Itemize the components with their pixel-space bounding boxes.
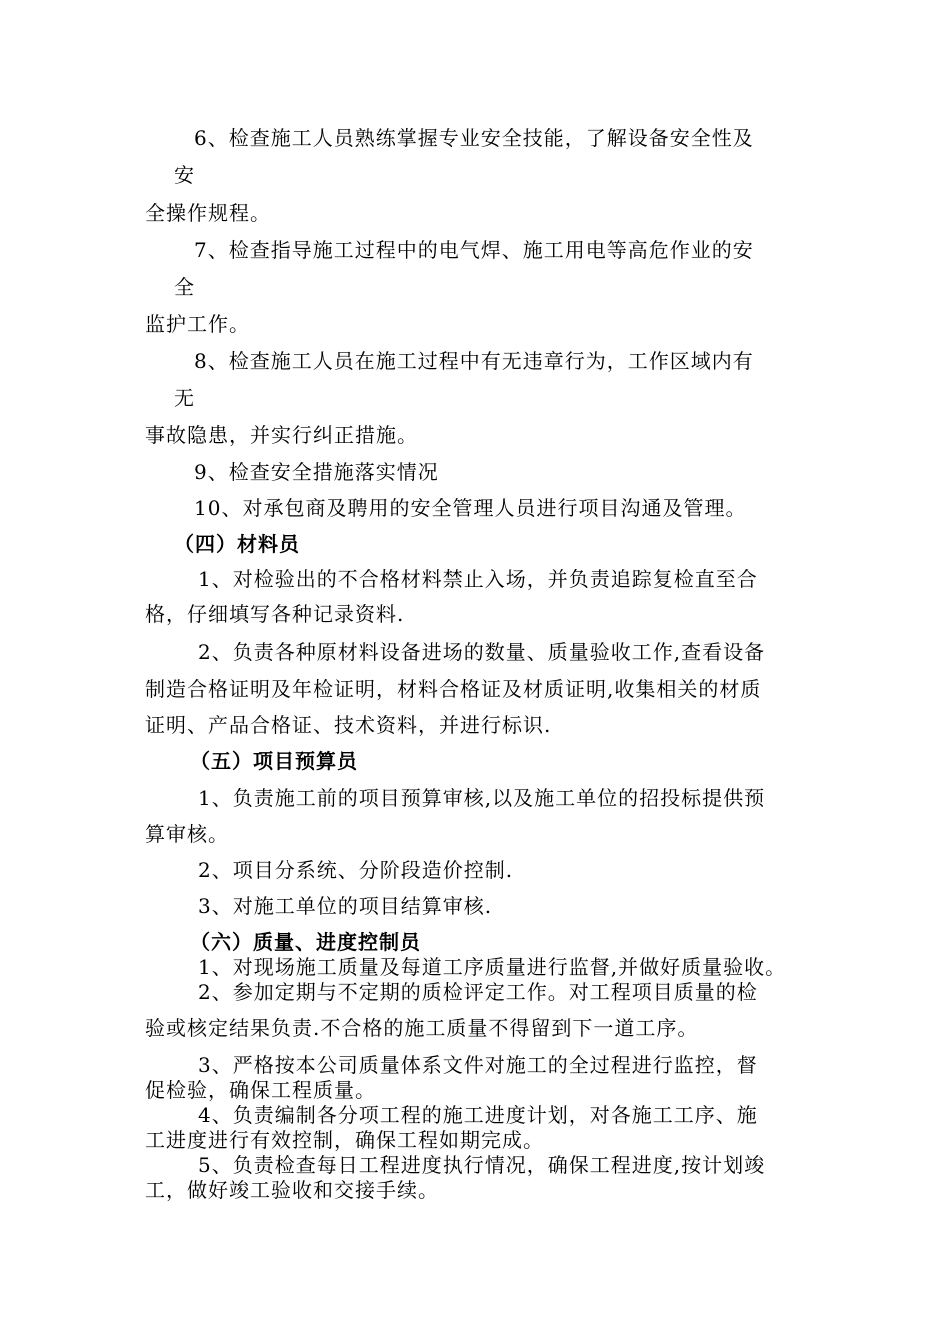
text-line: 制造合格证明及年检证明，材料合格证及材质证明,收集相关的材质 bbox=[145, 677, 762, 701]
text-line: 全 bbox=[174, 275, 195, 299]
text-line: 3、严格按本公司质量体系文件对施工的全过程进行监控，督 bbox=[198, 1053, 758, 1077]
text-line: 2、参加定期与不定期的质检评定工作。对工程项目质量的检 bbox=[198, 980, 758, 1004]
text-line: 安 bbox=[174, 163, 195, 187]
text-line: 工，做好竣工验收和交接手续。 bbox=[145, 1178, 439, 1202]
section-heading: （五）项目预算员 bbox=[190, 749, 358, 773]
section-heading: （四）材料员 bbox=[174, 532, 300, 556]
text-line: 6、检查施工人员熟练掌握专业安全技能，了解设备安全性及 bbox=[194, 126, 754, 150]
text-line: 9、检查安全措施落实情况 bbox=[194, 460, 439, 484]
text-line: 5、负责检查每日工程进度执行情况，确保工程进度,按计划竣 bbox=[198, 1153, 766, 1177]
text-line: 10、对承包商及聘用的安全管理人员进行项目沟通及管理。 bbox=[194, 496, 747, 520]
text-line: 2、项目分系统、分阶段造价控制. bbox=[198, 858, 514, 882]
text-line: 事故隐患，并实行纠正措施。 bbox=[145, 423, 418, 447]
text-line: 工进度进行有效控制，确保工程如期完成。 bbox=[145, 1128, 544, 1152]
text-line: 8、检查施工人员在施工过程中有无违章行为，工作区域内有 bbox=[194, 349, 754, 373]
text-line: 促检验，确保工程质量。 bbox=[145, 1078, 376, 1102]
text-line: 证明、产品合格证、技术资料，并进行标识. bbox=[145, 713, 552, 737]
text-line: 全操作规程。 bbox=[145, 201, 271, 225]
text-line: 3、对施工单位的项目结算审核. bbox=[198, 894, 493, 918]
text-line: 1、负责施工前的项目预算审核,以及施工单位的招投标提供预 bbox=[198, 786, 766, 810]
text-line: 监护工作。 bbox=[145, 312, 250, 336]
text-line: 1、对检验出的不合格材料禁止入场，并负责追踪复检直至合 bbox=[198, 567, 758, 591]
text-line: 无 bbox=[174, 386, 195, 410]
text-line: 格，仔细填写各种记录资料. bbox=[145, 602, 405, 626]
text-line: 1、对现场施工质量及每道工序质量进行监督,并做好质量验收。 bbox=[198, 955, 787, 979]
text-line: 2、负责各种原材料设备进场的数量、质量验收工作,查看设备 bbox=[198, 640, 766, 664]
section-heading: （六）质量、进度控制员 bbox=[190, 930, 421, 954]
text-line: 算审核。 bbox=[145, 822, 229, 846]
text-line: 4、负责编制各分项工程的施工进度计划，对各施工工序、施 bbox=[198, 1103, 758, 1127]
text-line: 7、检查指导施工过程中的电气焊、施工用电等高危作业的安 bbox=[194, 238, 754, 262]
text-line: 验或核定结果负责.不合格的施工质量不得留到下一道工序。 bbox=[145, 1016, 699, 1040]
